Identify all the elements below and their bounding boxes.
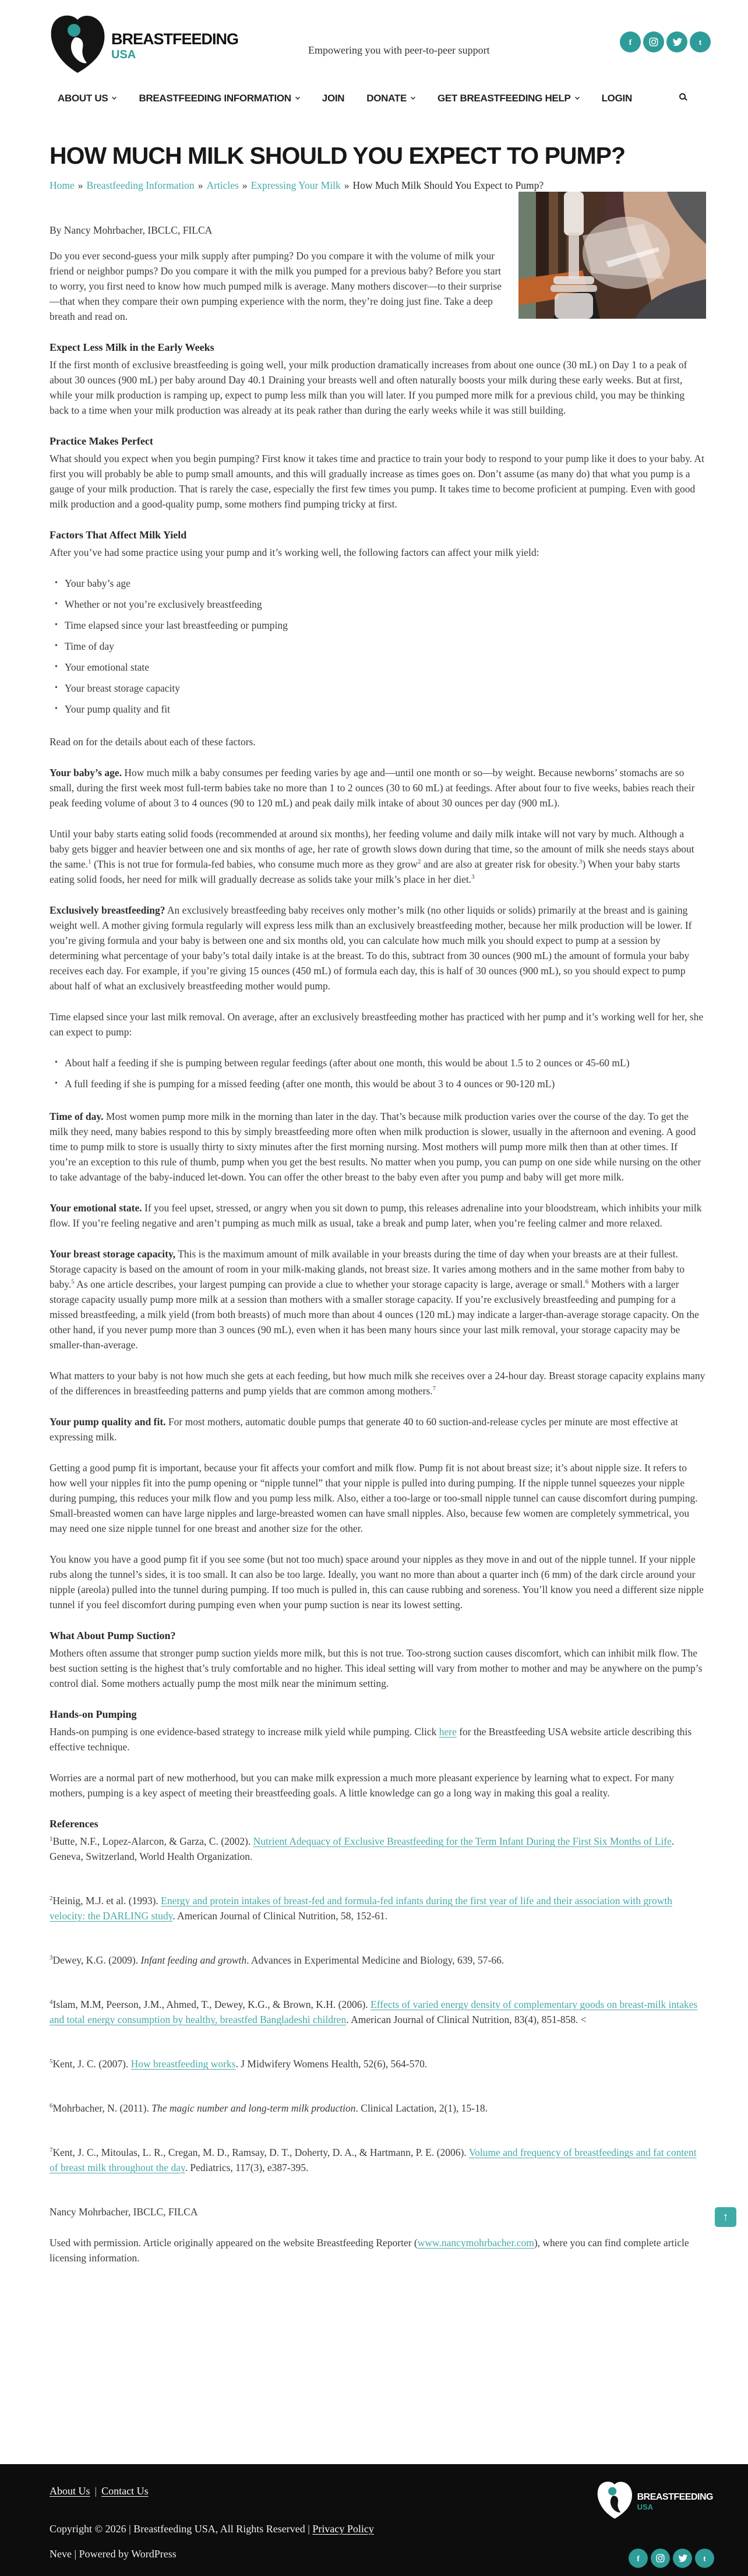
bullet-list — [50, 1055, 706, 1091]
arrow-up-icon: ↑ — [722, 2210, 729, 2223]
chevron-down-icon — [295, 95, 300, 100]
inline-link[interactable]: Volume and frequency of breastfeedings and fat content of breast milk throughout the day — [50, 2147, 697, 2174]
breadcrumb-link[interactable]: Breastfeeding Information — [86, 179, 195, 192]
paragraph: Until your baby starts eating solid foods (recommended at around six months), her feeding volume and daily milk intake will not vary by much. Although a baby gets bigger and heavier between one and six months of age, her rate of growth slows down during that time, so the amount of milk she needs stays about the same.$^1$ (This is not true for formula-fed babies, who consume much more as they grow$^2$ and are also at greater risk for obesity.$^3$) When your baby starts eating solid foods, her need for milk will gradually decrease as solids take your milk’s place in her diet.$^3$ — [50, 828, 694, 886]
site-header — [0, 0, 748, 77]
bold-lead: Your pump quality and fit. — [50, 1416, 166, 1428]
svg-text:t: t — [698, 38, 702, 47]
reference-item: $^5$Kent, J. C. (2007). How breastfeeding works. J Midwifery Womens Health, 52(6), 564-570. — [50, 2058, 428, 2070]
paragraph: You know you have a good pump fit if you see some (but not too much) space around your nipples as they move in and out of the nipple tunnel. If your nipple rubs along the tunnel’s sides, it is too small. It can also be too large. Ideally, you want no more than about a quarter inch (6 mm) of the dark circle around your nipple (areola) pulled into the tunnel during pumping. If too much is pulled in, this can cause rubbing and soreness. You’ll know you need a different size nipple tunnel if you feel discomfort during pumping even when your pump suction is near its lowest setting. — [50, 1553, 704, 1611]
brand-name-usa: USA — [111, 48, 136, 61]
paragraph: After you’ve had some practice using your pump and it’s working well, the following factors can affect your milk yield: — [50, 547, 539, 559]
footer-link-separator: | — [94, 2485, 97, 2497]
breastfeeding-usa-logo-icon — [597, 2480, 633, 2523]
instagram-icon[interactable] — [651, 2549, 670, 2568]
nav-item-label: DONATE — [366, 93, 407, 104]
list-item: • Time elapsed since your last breastfeeding or pumping — [65, 618, 706, 633]
svg-text:f: f — [637, 2554, 640, 2563]
section-heading: Hands-on Pumping — [50, 1708, 137, 1721]
nav-item-label: LOGIN — [601, 93, 632, 104]
breadcrumb-separator: » — [242, 179, 248, 192]
paragraph: What should you expect when you begin pumping? First know it takes time and practice to train your body to respond to your pump like it does to your baby. At first you will probably be able to pump small amounts, and this will gradually increase as times goes on. Don’t assume (as many do) that what you pump is a gauge of your milk production. That is rarely the case, especially the first few times you pump. It takes time to become proficient at pumping. Even with good milk production and a good-quality pump, some mothers find pumping tricky at first. — [50, 453, 705, 510]
breadcrumb-link[interactable]: Home — [50, 179, 75, 192]
section-heading: What About Pump Suction? — [50, 1630, 176, 1642]
nav-item-label: GET BREASTFEEDING HELP — [437, 93, 571, 104]
reference-item: $^4$Islam, M.M, Peerson, J.M., Ahmed, T., Dewey, K.G., & Brown, K.H. (2006). Effects of varied energy density of complementary goods on breast-milk intakes and total energy consumption by healthy, breastfed Bangladeshi children. American Journal of Clinical Nutrition, 83(4), 851-858. < — [50, 1999, 698, 2026]
privacy-policy-link[interactable]: Privacy Policy — [312, 2523, 374, 2535]
footnote-marker: 1 — [88, 858, 91, 866]
footnote-marker: 5 — [50, 2058, 53, 2066]
section-heading: Practice Makes Perfect — [50, 435, 153, 447]
paragraph: Hands-on pumping is one evidence-based strategy to increase milk yield while pumping. Click here for the Breastfeeding USA website article describing this effective technique. — [50, 1726, 692, 1753]
nav-item-label: ABOUT US — [58, 93, 108, 104]
nav-item-donate[interactable] — [366, 93, 415, 104]
footer-link-contact-us[interactable]: Contact Us — [101, 2485, 149, 2497]
list-item: • Your baby’s age — [65, 576, 706, 591]
main-content — [0, 104, 748, 2281]
paragraph: Mothers often assume that stronger pump suction yields more milk, but this is not true. Too-strong suction causes discomfort, which can inhibit milk flow. The best suction setting is the highest that’s truly comfortable and no higher. This ideal setting will vary from mother to mother and may be anywhere on the pump’s control dial. Some mothers actually pump the most milk near the minimum setting. — [50, 1647, 703, 1690]
scroll-to-top-button[interactable] — [715, 2207, 736, 2227]
footnote-marker: 1 — [50, 1835, 53, 1843]
twitter-icon[interactable] — [666, 31, 687, 52]
site-footer — [0, 2464, 748, 2576]
footer-social-icons — [629, 2549, 714, 2568]
reference-item: $^2$Heinig, M.J. et al. (1993). Energy and protein intakes of breast-fed and formula-fed infants during the first year of life and their association with growth velocity: the DARLING study. American Journal of Clinical Nutrition, 58, 152-61. — [50, 1895, 672, 1922]
footnote-marker: 5 — [71, 1278, 75, 1286]
list-item: • Your breast storage capacity — [65, 681, 706, 696]
list-item: • About half a feeding if she is pumping between regular feedings (after about one month, this would be about 1.5 to 2 ounces or 45-60 mL) — [65, 1055, 706, 1070]
inline-link[interactable]: How breastfeeding works — [130, 2058, 236, 2070]
bold-lead: Your breast storage capacity, — [50, 1248, 176, 1260]
footnote-marker: 3 — [471, 873, 475, 881]
svg-text:t: t — [703, 2554, 706, 2563]
section-heading: Expect Less Milk in the Early Weeks — [50, 341, 214, 354]
paragraph: Your breast storage capacity, This is the maximum amount of milk available in your breasts during the time of day when your breasts are at their fullest. Storage capacity is based on the amount of room in your milk-making glands, not breast size. It varies among mothers and in the same mother from baby to baby.$^5$ As one article describes, your largest pumping can provide a clue to whether your storage capacity is large, average or small.$^6$ Mothers with a larger storage capacity usually pump more milk at a session than mothers with a smaller storage capacity. If you’re exclusively breastfeeding and pumping for a missed breastfeeding, a milk yield (from both breasts) of much more than about 4 ounces (120 mL) may indicate a larger-than-average storage capacity. On the other hand, if you never pump more than 3 ounces (90 mL), even when it has been many hours since your last milk removal, your storage capacity may be smaller-than-average. — [50, 1248, 699, 1351]
article-body — [50, 248, 706, 2265]
paragraph: Your baby’s age. How much milk a baby consumes per feeding varies by age and—until one month or so—by weight. Because newborns’ stomachs are so small, during the first week most full-term babies take no more than 1 to 2 ounces (30 to 60 mL) at feedings. After about four to five weeks, babies reach their peak feeding volume of about 3 to 4 ounces (90 to 120 mL) and peak daily milk intake of about 30 ounces per day (900 mL). — [50, 767, 695, 809]
paragraph: Getting a good pump fit is important, because your fit affects your comfort and milk flow. Pump fit is not about breast size; it’s about nipple size. It refers to how well your nipples fit into the pump opening or “nipple tunnel” that your nipple is pulled into during pumping. If the nipple tunnel squeezes your nipple during pumping, this reduces your milk flow and you pump less milk. Also, either a too-large or too-small nipple tunnel can cause discomfort during pumping. Small-breasted women can have large nipples and large-breasted women can have small nipples. Also, because few women are completely symmetrical, you may need one size nipple tunnel for one breast and another size for the other. — [50, 1462, 698, 1535]
breadcrumb-current: How Much Milk Should You Expect to Pump? — [352, 179, 544, 192]
search-button[interactable] — [679, 93, 690, 104]
paragraph: Read on for the details about each of these factors. — [50, 736, 256, 748]
inline-link[interactable]: www.nancymohrbacher.com — [417, 2237, 534, 2249]
site-logo[interactable] — [50, 14, 238, 77]
italic-text: The magic number and long-term milk production — [151, 2102, 356, 2115]
paragraph: Exclusively breastfeeding? An exclusively breastfeeding baby receives only mother’s milk (no other liquids or solids) primarily at the breast and is gaining weight well. A mother giving formula regularly will express less milk than an exclusively breastfeeding mother, because her milk production will be lower. If you’re giving formula and your baby is between one and six months old, you can calculate how much milk you should expect to pump at a session by determining what percentage of your baby’s total daily intake is at the breast. To do this, subtract from 30 ounces (900 mL) the amount of formula your baby receives each day. For example, if you’re giving 15 ounces (450 mL) of formula each day, this is half of 30 ounces (900 mL), so you should expect to pump about half of what an exclusively breastfeeding mother would pump. — [50, 904, 692, 992]
section-heading: References — [50, 1818, 98, 1830]
nav-item-login[interactable] — [602, 93, 632, 104]
paragraph: What matters to your baby is not how much she gets at each feeding, but how much milk she receives over a 24-hour day. Breast storage capacity explains many of the differences in breastfeeding patterns and pump yields that are common among mothers.$^7$ — [50, 1370, 705, 1397]
paragraph: Used with permission. Article originally appeared on the website Breastfeeding Reporter (www.nancymohrbacher.com), where you can find complete article licensing information. — [50, 2237, 689, 2264]
page-title: HOW MUCH MILK SHOULD YOU EXPECT TO PUMP? — [50, 142, 626, 169]
inline-link[interactable]: here — [439, 1726, 457, 1738]
list-item: • Whether or not you’re exclusively breastfeeding — [65, 597, 706, 612]
breadcrumb — [50, 179, 706, 192]
paragraph: Time of day. Most women pump more milk in the morning than later in the day. That’s because milk production varies over the course of the day. To get the milk they need, many babies respond to this by simply breastfeeding more often when milk production is slower, usually in the afternoon and evening. A good time to pump milk to store is usually thirty to sixty minutes after the first morning nursing. Most mothers will pump more milk then than at other times. If you’re an exception to this rule of thumb, pump when you get the best results. No matter when you pump, you can pump on one side while nursing on the other to take advantage of the baby-induced let-down. You can offer the other breast to the baby even after you pump and baby will get more milk. — [50, 1111, 701, 1183]
section-heading: Factors That Affect Milk Yield — [50, 529, 187, 541]
nav-item-label: JOIN — [322, 93, 345, 104]
breadcrumb-separator: » — [344, 179, 350, 192]
tumblr-icon[interactable] — [690, 31, 711, 52]
footnote-marker: 7 — [432, 1385, 436, 1393]
reference-item: $^3$Dewey, K.G. (2009). Infant feeding and growth. Advances in Experimental Medicine and Biology, 639, 57-66. — [50, 1954, 504, 1967]
paragraph: Your pump quality and fit. For most mothers, automatic double pumps that generate 40 to 60 suction-and-release cycles per minute are most effective at expressing milk. — [50, 1416, 678, 1443]
italic-text: Infant feeding and growth — [140, 1954, 247, 1967]
paragraph: Your emotional state. If you feel upset, stressed, or angry when you sit down to pump, this releases adrenaline into your bloodstream, which inhibits your milk flow. If you’re feeling negative and aren’t pumping as much milk as usual, take a break and pump later, when you’re feeling calmer and more relaxed. — [50, 1202, 702, 1229]
tumblr-icon[interactable] — [695, 2549, 714, 2568]
chevron-down-icon — [112, 95, 117, 100]
nav-item-about-us[interactable] — [58, 93, 117, 104]
footer-logo[interactable] — [597, 2480, 713, 2523]
article-photo — [518, 192, 706, 319]
bold-lead: Time of day. — [50, 1111, 104, 1123]
footnote-marker: 3 — [578, 858, 583, 866]
paragraph: If the first month of exclusive breastfeeding is going well, your milk production dramatically increases from about one ounce (30 mL) on Day 1 to a peak of about 30 ounces (900 mL) per baby around Day 40.1 Draining your breasts well and often naturally boosts your milk during these early weeks. But at first, while your milk production is ramping up, expect to pump less milk than you will later. If you pumped more milk for a previous child, you may be thinking back to a time when your milk production was already at its peak rather than during the early weeks while it was still building. — [50, 359, 687, 417]
footer-brand-name: BREASTFEEDING — [637, 2492, 713, 2502]
footnote-marker: 6 — [50, 2102, 53, 2110]
list-item: • Your emotional state — [65, 660, 706, 675]
reference-item: $^1$Butte, N.F., Lopez-Alarcon, & Garza, C. (2002). Nutrient Adequacy of Exclusive Breastfeeding for the Term Infant During the First Six Months of Life. Geneva, Switzerland, World Health Organization. — [50, 1835, 675, 1863]
footnote-marker: 3 — [50, 1954, 53, 1962]
breastfeeding-usa-logo-icon — [50, 14, 105, 77]
nav-item-label: BREASTFEEDING INFORMATION — [139, 93, 291, 104]
paragraph: Do you ever second-guess your milk supply after pumping? Do you compare it with the volume of milk your friend or neighbor pumps? Do you compare it with the milk you pumped for a previous baby? Before you start to worry, you first need to know how much pumped milk is average. Many mothers discover—to their surprise—that when they compare their own pumping experience with the norm, they’re doing just fine. Take a deep breath and read on. — [50, 250, 502, 323]
nav-item-get-breastfeeding-help[interactable] — [437, 93, 580, 104]
chevron-down-icon — [575, 95, 580, 100]
paragraph: Nancy Mohrbacher, IBCLC, FILCA — [50, 2206, 198, 2218]
bullet-list — [50, 576, 706, 717]
footnote-marker: 2 — [417, 858, 421, 866]
copyright-text: Copyright © 2026 | Breastfeeding USA, All Rights Reserved | — [50, 2523, 310, 2535]
nav-item-join[interactable] — [322, 93, 344, 104]
paragraph: Worries are a normal part of new motherhood, but you can make milk expression a much more pleasant experience by learning what to expect. For many mothers, pumping is a key aspect of meeting their breastfeeding goals. A little knowledge can go a long way in making this goal a reality. — [50, 1772, 675, 1799]
twitter-icon[interactable] — [673, 2549, 692, 2568]
svg-text:f: f — [629, 38, 632, 47]
nav-item-breastfeeding-information[interactable] — [139, 93, 299, 104]
main-navigation — [0, 93, 748, 104]
footer-credits: Neve | Powered by WordPress — [50, 2548, 177, 2560]
inline-link[interactable]: Energy and protein intakes of breast-fed and formula-fed infants during the first year of life and their association with growth velocity: the DARLING study — [50, 1895, 672, 1922]
inline-link[interactable]: Nutrient Adequacy of Exclusive Breastfeeding for the Term Infant During the First Six Months of Life — [253, 1835, 672, 1848]
footnote-marker: 6 — [585, 1278, 589, 1286]
bold-lead: Exclusively breastfeeding? — [50, 904, 165, 917]
paragraph: Time elapsed since your last milk removal. On average, after an exclusively breastfeeding mother has practiced with her pump and it’s working well for her, she can expect to pump: — [50, 1011, 704, 1038]
article-byline: By Nancy Mohrbacher, IBCLC, FILCA — [50, 224, 213, 237]
bold-lead: Your baby’s age. — [50, 767, 122, 779]
reference-item: $^6$Mohrbacher, N. (2011). The magic number and long-term milk production. Clinical Lactation, 2(1), 15-18. — [50, 2102, 488, 2115]
breadcrumb-separator: » — [77, 179, 83, 192]
breadcrumb-separator: » — [197, 179, 203, 192]
site-tagline: Empowering you with peer-to-peer support — [308, 44, 490, 56]
facebook-icon[interactable] — [629, 2549, 648, 2568]
footer-brand-text — [637, 2493, 713, 2511]
search-icon — [679, 93, 686, 100]
instagram-icon[interactable] — [643, 31, 664, 52]
brand-name: BREASTFEEDING — [111, 30, 239, 48]
brand-text — [111, 31, 238, 61]
chevron-down-icon — [411, 95, 415, 100]
breadcrumb-link[interactable]: Expressing Your Milk — [250, 179, 341, 192]
list-item: • Your pump quality and fit — [65, 702, 706, 717]
footnote-marker: 7 — [50, 2147, 53, 2154]
breadcrumb-link[interactable]: Articles — [206, 179, 239, 192]
footnote-marker: 2 — [50, 1895, 53, 1902]
footer-copyright — [50, 2523, 711, 2535]
list-item: • A full feeding if she is pumping for a missed feeding (after one month, this would be about 3 to 4 ounces or 90-120 mL) — [65, 1076, 706, 1091]
facebook-icon[interactable] — [620, 31, 641, 52]
list-item: • Time of day — [65, 639, 706, 654]
reference-item: $^7$Kent, J. C., Mitoulas, L. R., Cregan, M. D., Ramsay, D. T., Doherty, D. A., & Hartmann, P. E. (2006). Volume and frequency of breastfeedings and fat content of breast milk throughout the day. Pediatrics, 117(3), e387-395. — [50, 2147, 697, 2174]
footer-brand-name-usa: USA — [637, 2503, 654, 2511]
inline-link[interactable]: Effects of varied energy density of complementary goods on breast-milk intakes and total energy consumption by healthy, breastfed Bangladeshi children — [50, 1999, 698, 2026]
footnote-marker: 4 — [50, 1999, 53, 2006]
header-social-icons — [620, 31, 711, 52]
bold-lead: Your emotional state. — [50, 1202, 142, 1214]
footer-link-about-us[interactable]: About Us — [50, 2485, 90, 2497]
